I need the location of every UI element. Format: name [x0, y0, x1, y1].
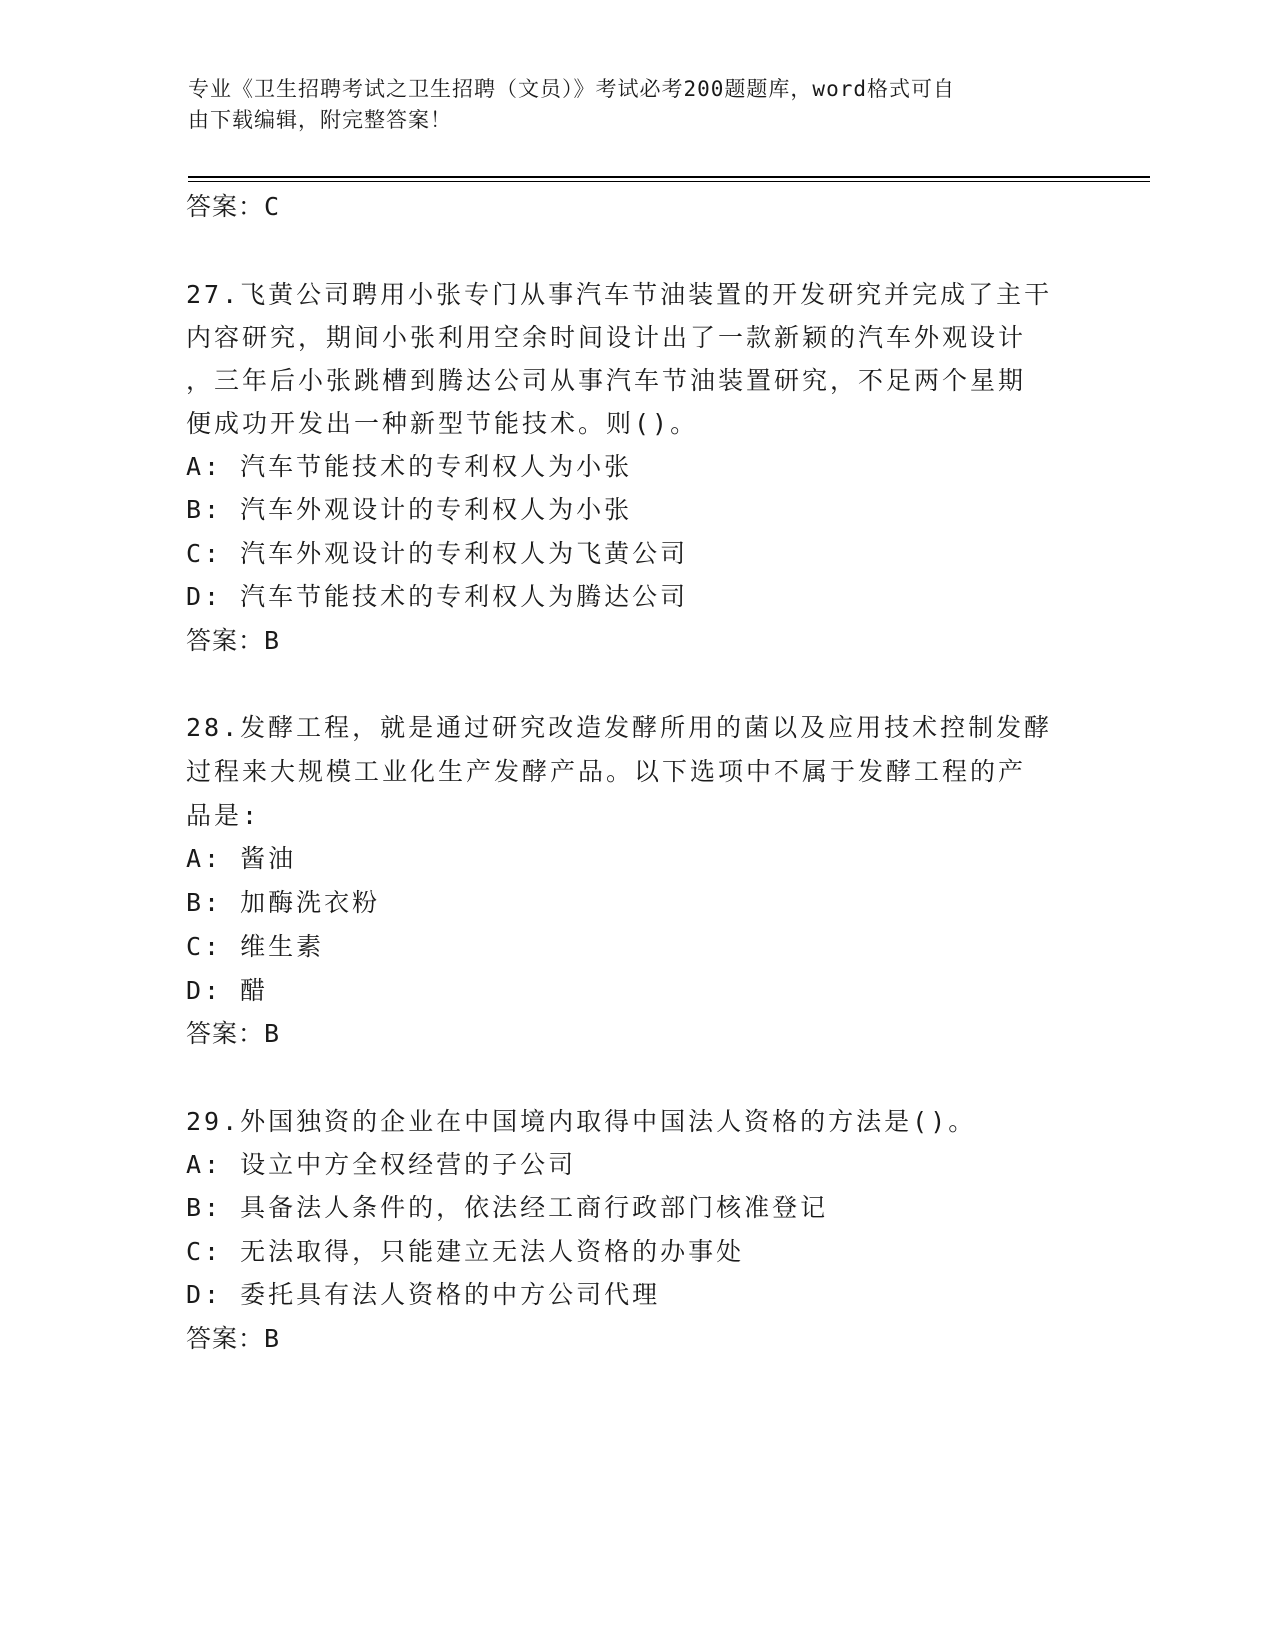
- question-stem-line: 29.外国独资的企业在中国境内取得中国法人资格的方法是()。: [186, 1107, 977, 1136]
- option-a: A: 酱油: [186, 844, 297, 873]
- answer-line: 答案：C: [186, 192, 281, 221]
- question-stem-line: 品是:: [186, 801, 261, 830]
- question-stem-line: 内容研究，期间小张利用空余时间设计出了一款新颖的汽车外观设计: [186, 323, 1027, 352]
- question-stem-line: 28.发酵工程，就是通过研究改造发酵所用的菌以及应用技术控制发酵: [186, 713, 1053, 742]
- question-stem-line: ，三年后小张跳槽到腾达公司从事汽车节油装置研究，不足两个星期: [186, 366, 1027, 395]
- option-a: A: 设立中方全权经营的子公司: [186, 1150, 577, 1179]
- answer-line: 答案：B: [186, 1019, 281, 1048]
- question-stem-line: 27.飞黄公司聘用小张专门从事汽车节油装置的开发研究并完成了主干: [186, 280, 1053, 309]
- option-c: C: 汽车外观设计的专利权人为飞黄公司: [186, 539, 689, 568]
- option-d: D: 汽车节能技术的专利权人为腾达公司: [186, 582, 689, 611]
- option-a: A: 汽车节能技术的专利权人为小张: [186, 452, 633, 481]
- option-b: B: 加酶洗衣粉: [186, 888, 381, 917]
- question-stem-line: 过程来大规模工业化生产发酵产品。以下选项中不属于发酵工程的产: [186, 757, 1027, 786]
- header-line-1: 专业《卫生招聘考试之卫生招聘（文员）》考试必考200题题库，word格式可自: [188, 77, 955, 101]
- answer-line: 答案：B: [186, 626, 281, 655]
- option-b: B: 汽车外观设计的专利权人为小张: [186, 495, 633, 524]
- header-line-2: 由下载编辑，附完整答案！: [188, 108, 452, 132]
- header-divider-thick: [188, 176, 1150, 178]
- option-b: B: 具备法人条件的，依法经工商行政部门核准登记: [186, 1193, 829, 1222]
- header-divider-thin: [188, 181, 1150, 182]
- option-d: D: 醋: [186, 976, 269, 1005]
- option-d: D: 委托具有法人资格的中方公司代理: [186, 1280, 661, 1309]
- question-stem-line: 便成功开发出一种新型节能技术。则()。: [186, 409, 699, 438]
- answer-line: 答案：B: [186, 1324, 281, 1353]
- option-c: C: 维生素: [186, 932, 325, 961]
- option-c: C: 无法取得，只能建立无法人资格的办事处: [186, 1237, 745, 1266]
- document-header: [188, 74, 1068, 136]
